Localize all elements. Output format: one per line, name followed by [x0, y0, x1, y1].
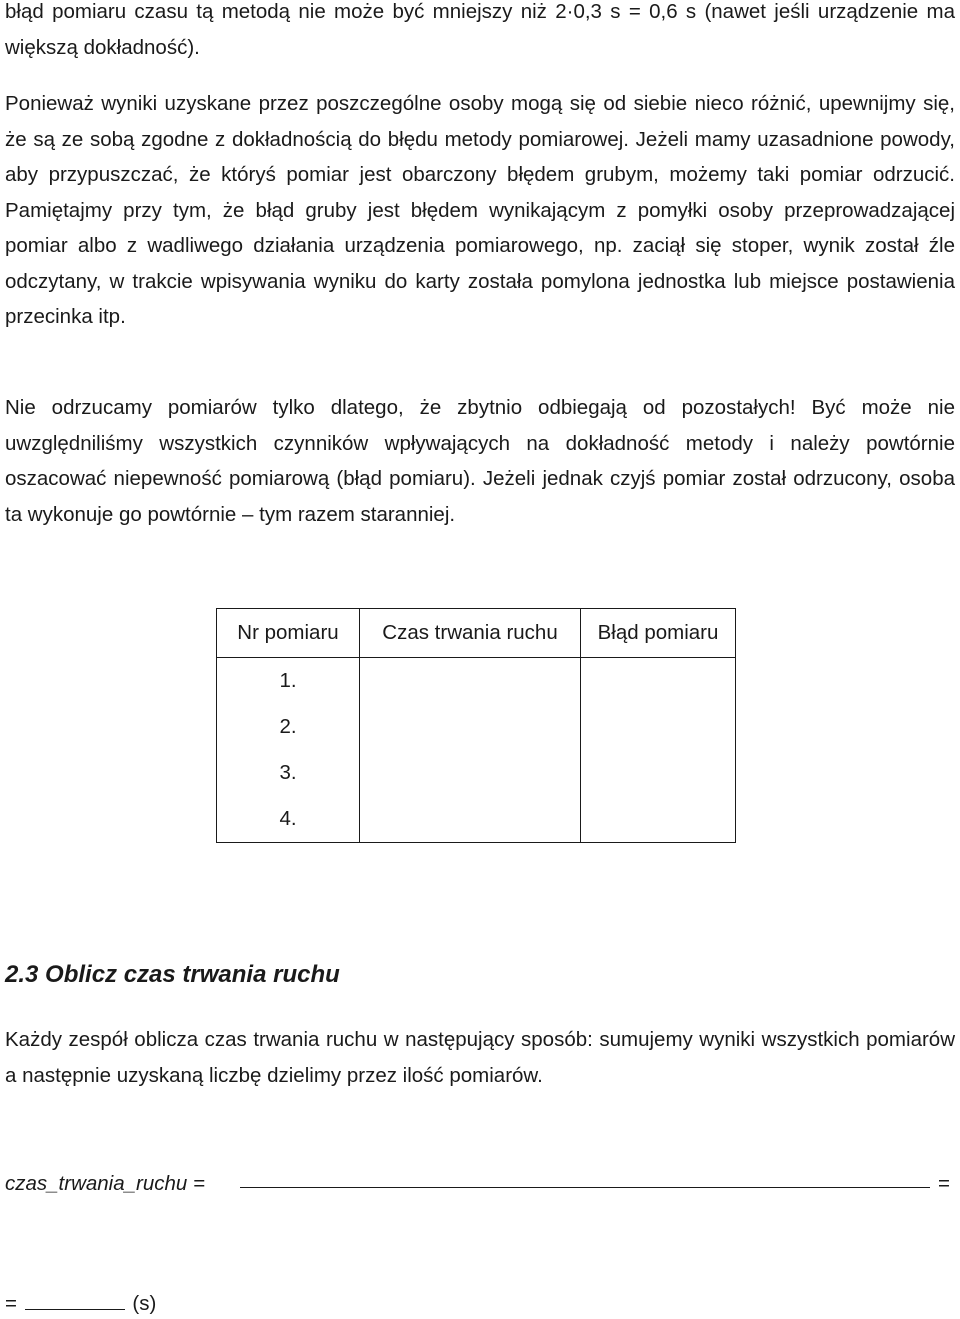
result-unit: (s) — [132, 1292, 157, 1315]
table-row — [217, 704, 736, 750]
cell-nr: 4. — [217, 796, 360, 843]
result-line — [5, 1291, 156, 1316]
header-czas-trwania-ruchu: Czas trwania ruchu — [360, 609, 581, 658]
cell-time[interactable] — [360, 658, 581, 705]
cell-nr: 2. — [217, 704, 360, 750]
cell-error[interactable] — [581, 704, 736, 750]
paragraph-gross-error: Ponieważ wyniki uzyskane przez poszczególne osoby mogą się od siebie nieco różnić, upewnijmy się, że są ze sobą zgodne z dokładnością do błędu metody pomiarowej. Jeżeli mamy uzasadnione powody, aby przypuszczać, że któryś pomiar jest obarczony błędem grubym, możemy taki pomiar odrzucić. Pamiętajmy przy tym, że błąd gruby jest błędem wynikającym z pomyłki osoby przeprowadzającej pomiar albo z wadliwego działania urządzenia pomiarowego, np. zaciął się stoper, wynik został źle odczytany, w trakcie wpisywania wyniku do karty została pomylona jednostka lub miejsce postawienia przecinka itp. — [5, 92, 955, 328]
paragraph-measurement-error: błąd pomiaru czasu tą metodą nie może być mniejszy niż 2·0,3 s = 0,6 s (nawet jeśli urządzenie ma większą dokładność). — [5, 0, 955, 59]
formula-rhs-equals: = — [938, 1172, 950, 1195]
cell-time[interactable] — [360, 750, 581, 796]
cell-error[interactable] — [581, 796, 736, 843]
fraction-line[interactable] — [240, 1187, 930, 1188]
section-heading: 2.3 Oblicz czas trwania ruchu — [5, 961, 340, 988]
paragraph-do-not-reject: Nie odrzucamy pomiarów tylko dlatego, że zbytnio odbiegają od pozostałych! Być może nie uwzględniliśmy wszystkich czynników wpływających na dokładność metody i należy powtórnie oszacować niepewność pomiarową (błąd pomiaru). Jeżeli jednak czyjś pomiar został odrzucony, osoba ta wykonuje go powtórnie – tym razem staranniej. — [5, 396, 955, 526]
header-blad-pomiaru: Błąd pomiaru — [581, 609, 736, 658]
cell-time[interactable] — [360, 704, 581, 750]
measurement-table — [216, 608, 736, 843]
formula-lhs: czas_trwania_ruchu = — [5, 1172, 205, 1195]
cell-nr: 3. — [217, 750, 360, 796]
table-row — [217, 750, 736, 796]
paragraph-calculation-method: Każdy zespół oblicza czas trwania ruchu w następujący sposób: sumujemy wyniki wszystkich pomiarów a następnie uzyskaną liczbę dzielimy przez ilość pomiarów. — [5, 1028, 955, 1087]
header-nr-pomiaru: Nr pomiaru — [217, 609, 360, 658]
table-header-row — [217, 609, 736, 658]
cell-error[interactable] — [581, 658, 736, 705]
cell-time[interactable] — [360, 796, 581, 843]
table-row — [217, 658, 736, 705]
result-blank-field[interactable] — [25, 1291, 125, 1310]
table-row — [217, 796, 736, 843]
cell-nr: 1. — [217, 658, 360, 705]
result-equals: = — [5, 1292, 17, 1315]
cell-error[interactable] — [581, 750, 736, 796]
